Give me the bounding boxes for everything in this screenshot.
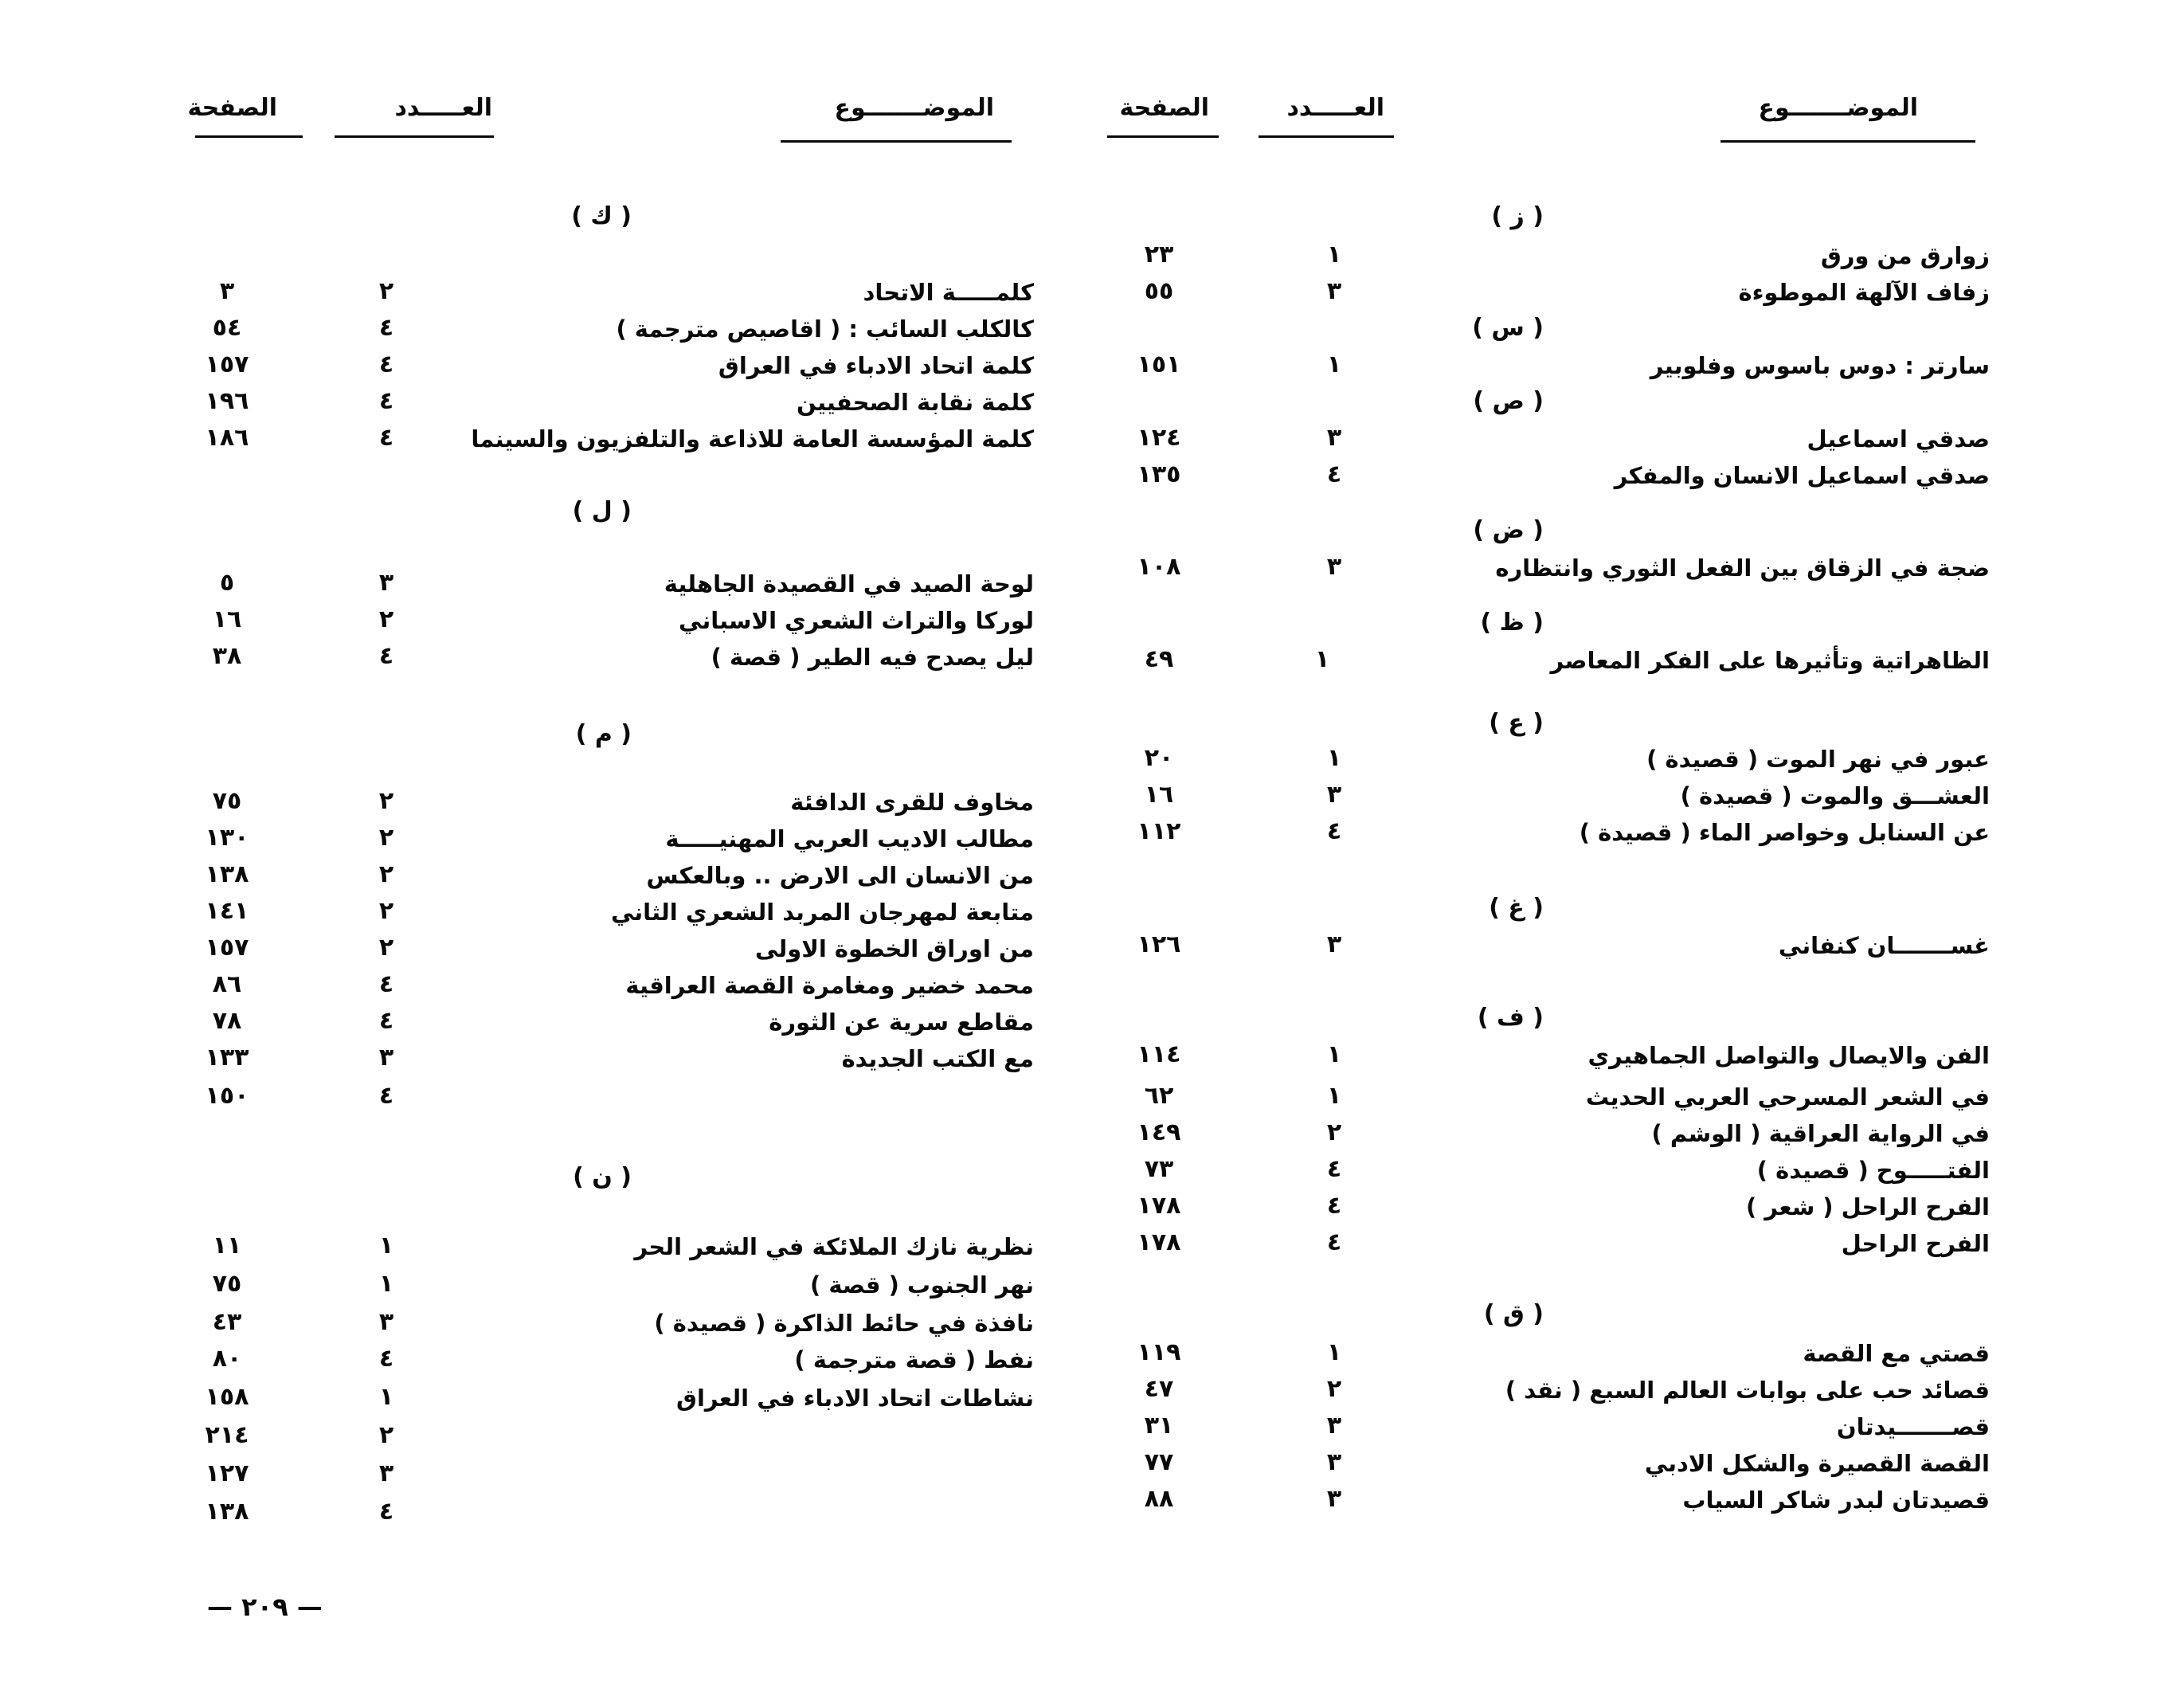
right-page-header: الصفحة (1119, 94, 1209, 122)
entry-issue: ٤ (1326, 817, 1342, 845)
entry-issue: ٢ (378, 1421, 394, 1449)
section-letter: ( ص ) (1473, 387, 1544, 415)
entry-page: ١٧٨ (1137, 1192, 1181, 1220)
entry-topic: في الرواية العراقية ( الوشم ) (1651, 1120, 1990, 1147)
entry-issue: ٤ (378, 351, 394, 378)
entry-page: ٨٦ (212, 970, 242, 998)
entry-topic: زوارق من ورق (1820, 242, 1990, 269)
entry-page: ١٥١ (1137, 351, 1181, 378)
entry-page: ١٠٨ (1137, 553, 1181, 581)
entry-issue: ١ (1326, 241, 1342, 268)
entry-issue: ١ (378, 1270, 394, 1298)
entry-topic: الفرح الراحل ( شعر ) (1745, 1193, 1990, 1220)
entry-topic: كلمة اتحاد الادباء في العراق (718, 352, 1034, 379)
entry-issue: ١ (1326, 351, 1342, 378)
entry-page: ١٨٦ (205, 424, 249, 452)
entry-page: ٤٩ (1144, 645, 1174, 673)
entry-topic: كالكلب السائب : ( اقاصيص مترجمة ) (616, 315, 1034, 343)
entry-page: ١٤٩ (1137, 1118, 1181, 1146)
entry-topic: ليل يصدح فيه الطير ( قصة ) (711, 644, 1034, 671)
entry-topic: لوحة الصيد في القصيدة الجاهلية (664, 570, 1034, 597)
entry-topic: الفرح الراحل (1841, 1230, 1990, 1257)
entry-page: ١٣٠ (205, 824, 249, 852)
entry-topic: محمد خضير ومغامرة القصة العراقية (625, 972, 1034, 999)
entry-page: ٢١٤ (205, 1421, 249, 1449)
entry-topic: صدقي اسماعيل الانسان والمفكر (1614, 462, 1990, 489)
entry-topic: نهر الجنوب ( قصة ) (809, 1271, 1034, 1299)
entry-page: ١١٤ (1137, 1040, 1181, 1068)
left-page-header: الصفحة (187, 94, 277, 122)
entry-topic: القصة القصيرة والشكل الادبي (1644, 1450, 1990, 1477)
entry-page: ١٧٨ (1137, 1228, 1181, 1256)
entry-topic: من الانسان الى الارض .. وبالعكس (646, 862, 1034, 889)
entry-page: ٤٧ (1144, 1375, 1174, 1403)
right-page-header-rule (1107, 135, 1219, 138)
entry-page: ٥ (219, 569, 235, 597)
right-issue-header: العـــــدد (1286, 94, 1384, 122)
entry-issue: ٤ (1326, 1155, 1342, 1183)
entry-issue: ١ (378, 1383, 394, 1411)
entry-topic: سارتر : دوس باسوس وفلوبير (1650, 352, 1990, 379)
entry-issue: ٣ (1326, 930, 1342, 958)
entry-topic: زفاف الآلهة الموطوءة (1738, 279, 1990, 306)
entry-page: ١٦ (1144, 781, 1174, 809)
entry-topic: ضجة في الزقاق بين الفعل الثوري وانتظاره (1495, 554, 1990, 582)
entry-page: ٧٧ (1144, 1448, 1174, 1476)
entry-page: ١٢٤ (1137, 424, 1181, 452)
entry-issue: ٣ (1326, 277, 1342, 305)
entry-issue: ١ (1326, 1338, 1342, 1366)
entry-topic: في الشعر المسرحي العربي الحديث (1585, 1083, 1990, 1111)
entry-issue: ١ (1326, 744, 1342, 772)
entry-issue: ٤ (378, 970, 394, 998)
section-letter: ( ل ) (572, 497, 632, 525)
entry-issue: ٤ (1326, 460, 1342, 488)
entry-issue: ١ (1314, 645, 1330, 673)
entry-issue: ٣ (1326, 424, 1342, 452)
entry-issue: ٣ (1326, 1412, 1342, 1440)
entry-topic: نافذة في حائط الذاكرة ( قصيدة ) (654, 1310, 1034, 1337)
page-number: — ٢٠٩ — (207, 1592, 323, 1622)
entry-topic: كلمة المؤسسة العامة للاذاعة والتلفزيون والسينما (471, 425, 1034, 452)
entry-topic: لوركا والتراث الشعري الاسباني (679, 607, 1034, 634)
entry-issue: ٤ (378, 314, 394, 342)
entry-topic: مقاطع سرية عن الثورة (769, 1009, 1034, 1036)
entry-topic: كلمـــــة الاتحاد (863, 279, 1034, 306)
right-issue-header-rule (1259, 135, 1394, 138)
entry-issue: ٣ (378, 1308, 394, 1336)
entry-issue: ١ (1326, 1082, 1342, 1110)
entry-issue: ٣ (1326, 781, 1342, 809)
entry-page: ٣١ (1144, 1412, 1174, 1440)
entry-issue: ٣ (378, 1459, 394, 1487)
entry-issue: ٣ (1326, 1485, 1342, 1513)
section-letter: ( ع ) (1489, 709, 1544, 737)
entry-page: ١٥٧ (205, 351, 249, 378)
entry-page: ٣ (219, 277, 235, 305)
entry-page: ١٦ (212, 605, 242, 633)
entry-issue: ٢ (378, 824, 394, 852)
entry-issue: ٤ (378, 1082, 394, 1110)
entry-topic: قصـــــــيدتان (1836, 1413, 1990, 1440)
entry-page: ٧٨ (212, 1007, 242, 1035)
entry-issue: ٤ (378, 424, 394, 452)
entry-issue: ٢ (1326, 1118, 1342, 1146)
section-letter: ( ف ) (1477, 1004, 1544, 1032)
entry-page: ١٣٨ (205, 1498, 249, 1526)
entry-topic: الفتـــــوح ( قصيدة ) (1756, 1157, 1990, 1184)
entry-page: ٤٣ (212, 1308, 242, 1336)
entry-page: ٨٨ (1144, 1485, 1174, 1513)
entry-topic: قصائد حب على بوابات العالم السبع ( نقد ) (1505, 1377, 1990, 1404)
section-letter: ( غ ) (1489, 894, 1544, 922)
entry-topic: الفن والايصال والتواصل الجماهيري (1587, 1042, 1990, 1069)
left-topic-header-rule (781, 140, 1012, 143)
left-topic-header: الموضـــــــوع (834, 94, 994, 122)
entry-issue: ٣ (378, 1044, 394, 1071)
entry-page: ١٣٨ (205, 860, 249, 888)
entry-page: ٨٠ (212, 1345, 242, 1373)
entry-page: ٢٣ (1144, 241, 1174, 268)
entry-issue: ٢ (378, 897, 394, 925)
entry-topic: من اوراق الخطوة الاولى (755, 935, 1034, 962)
entry-topic: مع الكتب الجديدة (841, 1045, 1034, 1072)
entry-topic: العشـــق والموت ( قصيدة ) (1680, 782, 1990, 809)
entry-topic: عن السنابل وخواصر الماء ( قصيدة ) (1579, 819, 1990, 846)
section-letter: ( ض ) (1473, 516, 1544, 544)
entry-issue: ٢ (378, 787, 394, 815)
entry-topic: متابعة لمهرجان المربد الشعري الثاني (610, 899, 1034, 926)
entry-page: ١٥٧ (205, 934, 249, 962)
entry-issue: ٤ (1326, 1192, 1342, 1220)
entry-page: ١٤١ (205, 897, 249, 925)
entry-issue: ٢ (378, 934, 394, 962)
entry-page: ١٩٦ (205, 387, 249, 415)
entry-page: ٣٨ (212, 642, 242, 670)
right-topic-header: الموضـــــــوع (1758, 94, 1918, 122)
entry-issue: ٤ (378, 642, 394, 670)
entry-topic: قصيدتان لبدر شاكر السياب (1682, 1487, 1990, 1514)
entry-page: ٧٥ (212, 787, 242, 815)
entry-issue: ٢ (378, 860, 394, 888)
entry-page: ١٥٠ (205, 1082, 249, 1110)
entry-issue: ٣ (1326, 553, 1342, 581)
entry-page: ٥٥ (1144, 277, 1174, 305)
entry-topic: قصتي مع القصة (1803, 1340, 1990, 1367)
entry-topic: نظرية نازك الملائكة في الشعر الحر (634, 1233, 1034, 1260)
entry-issue: ٣ (1326, 1448, 1342, 1476)
entry-page: ١٥٨ (205, 1383, 249, 1411)
entry-topic: نشاطات اتحاد الادباء في العراق (676, 1385, 1034, 1412)
entry-issue: ٣ (378, 569, 394, 597)
entry-issue: ١ (378, 1232, 394, 1259)
entry-topic: مطالب الاديب العربي المهنيـــــة (665, 825, 1034, 852)
entry-issue: ٢ (378, 605, 394, 633)
section-letter: ( س ) (1472, 314, 1544, 342)
entry-topic: نفط ( قصة مترجمة ) (794, 1346, 1034, 1373)
entry-page: ٥٤ (212, 314, 242, 342)
entry-topic: الظاهراتية وتأثيرها على الفكر المعاصر (1550, 647, 1990, 674)
entry-issue: ٤ (378, 1007, 394, 1035)
entry-topic: غســـــــان كنفاني (1778, 932, 1990, 959)
section-letter: ( ن ) (573, 1163, 632, 1191)
entry-issue: ٢ (1326, 1375, 1342, 1403)
right-topic-header-rule (1721, 140, 1975, 143)
entry-topic: عبور في نهر الموت ( قصيدة ) (1646, 746, 1990, 773)
section-letter: ( م ) (575, 720, 632, 748)
entry-issue: ٢ (378, 277, 394, 305)
entry-page: ٧٥ (212, 1270, 242, 1298)
left-issue-header-rule (335, 135, 494, 138)
left-issue-header: العـــــدد (394, 94, 492, 122)
entry-page: ١١ (212, 1232, 242, 1259)
entry-page: ١٢٧ (205, 1459, 249, 1487)
entry-page: ١٣٥ (1137, 460, 1181, 488)
entry-issue: ٤ (378, 1345, 394, 1373)
section-letter: ( ظ ) (1480, 609, 1544, 637)
left-page-header-rule (195, 135, 303, 138)
section-letter: ( ز ) (1491, 202, 1544, 230)
entry-issue: ٤ (378, 1498, 394, 1526)
entry-page: ٢٠ (1144, 744, 1174, 772)
entry-issue: ٤ (1326, 1228, 1342, 1256)
entry-page: ١٢٦ (1137, 930, 1181, 958)
entry-topic: صدقي اسماعيل (1807, 425, 1990, 452)
entry-topic: مخاوف للقرى الدافئة (790, 789, 1034, 816)
entry-topic: كلمة نقابة الصحفيين (796, 389, 1034, 416)
section-letter: ( ك ) (571, 202, 632, 230)
entry-issue: ١ (1326, 1040, 1342, 1068)
entry-page: ٧٣ (1144, 1155, 1174, 1183)
entry-issue: ٤ (378, 387, 394, 415)
section-letter: ( ق ) (1483, 1300, 1544, 1328)
entry-page: ١١٩ (1137, 1338, 1181, 1366)
entry-page: ٦٢ (1144, 1082, 1174, 1110)
entry-page: ١١٢ (1137, 817, 1181, 845)
entry-page: ١٣٣ (205, 1044, 249, 1071)
